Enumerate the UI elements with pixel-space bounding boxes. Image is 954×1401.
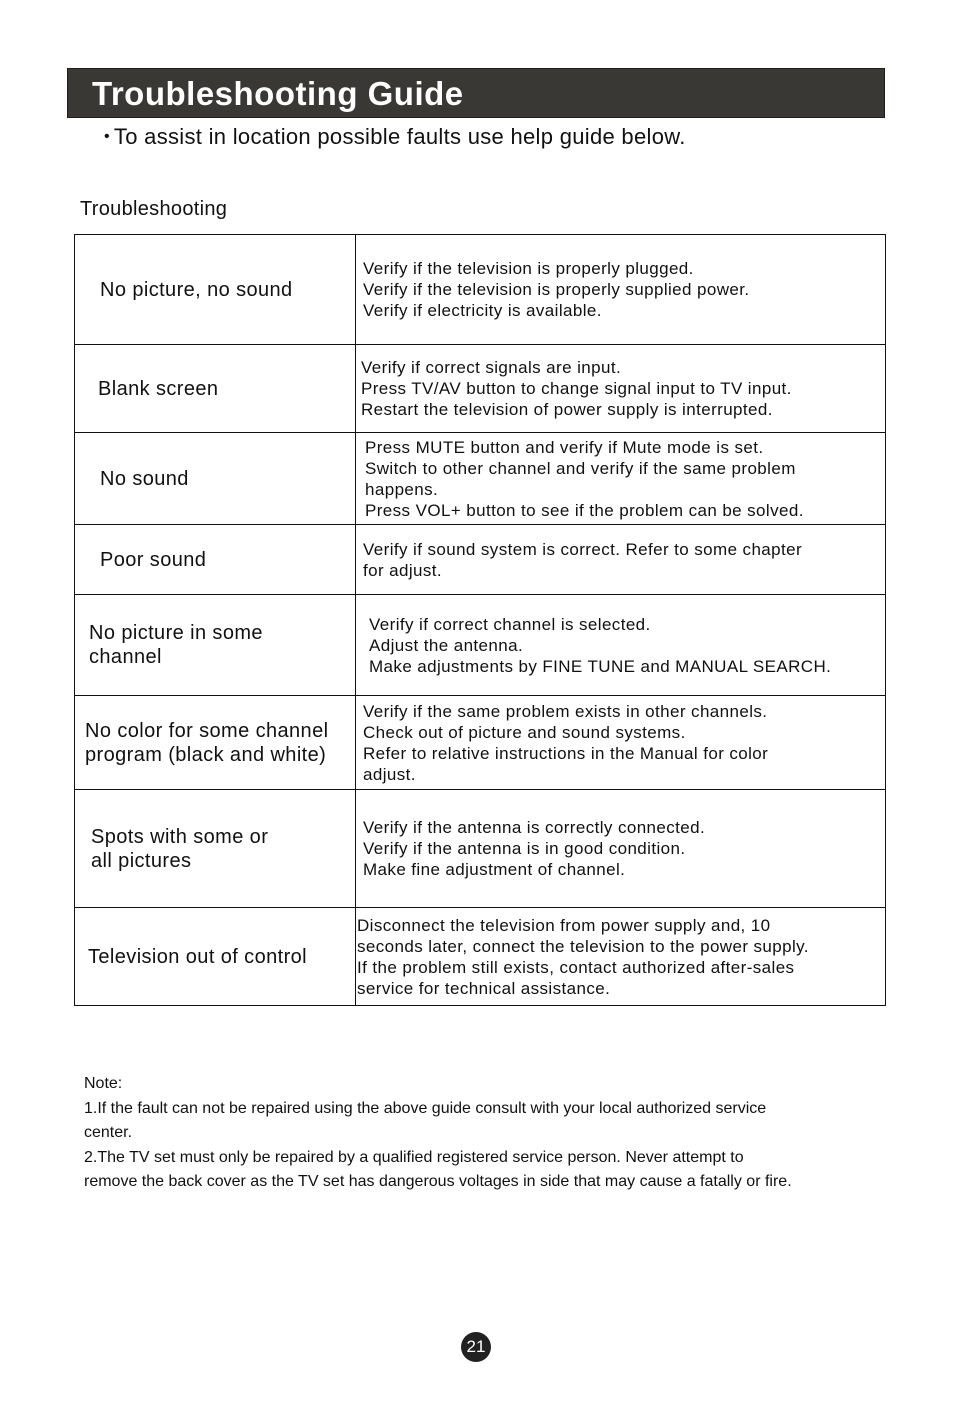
solution-text: Verify if the antenna is correctly connected.: [363, 818, 706, 837]
solution-cell: [356, 790, 885, 907]
section-label: Troubleshooting: [80, 198, 228, 220]
problem-text: No picture, no sound: [100, 278, 293, 301]
solution-text: Verify if the antenna is in good condition.: [363, 839, 686, 858]
intro-text: To assist in location possible faults use help guide below.: [113, 124, 686, 149]
page-title: Troubleshooting Guide: [92, 75, 464, 112]
solution-text: Verify if sound system is correct. Refer to some chapter: [363, 539, 803, 559]
problem-text: all pictures: [91, 849, 192, 872]
note-heading: Note:: [84, 1075, 123, 1092]
solution-text: Disconnect the television from power supply and, 10: [357, 915, 771, 935]
intro-line: [104, 124, 686, 150]
solution-text: Verify if the television is properly supplied power.: [363, 280, 750, 299]
solution-text: Press TV/AV button to change signal input to TV input.: [361, 379, 792, 398]
solution-text: for adjust.: [363, 560, 443, 580]
problem-cell: [75, 696, 356, 789]
bullet-icon: •: [104, 128, 110, 145]
solution-text: Press VOL+ button to see if the problem can be solved.: [365, 500, 804, 520]
note-line: 2.The TV set must only be repaired by a qualified registered service person. Never attempt to: [84, 1148, 744, 1166]
note-line: remove the back cover as the TV set has dangerous voltages in side that may cause a fatally or fire.: [84, 1173, 792, 1190]
solution-text: If the problem still exists, contact authorized after-sales: [357, 957, 795, 977]
problem-cell: [75, 235, 356, 344]
solution-text: Verify if the same problem exists in other channels.: [363, 701, 768, 721]
solution-text: Make fine adjustment of channel.: [363, 860, 626, 879]
table-row: [75, 524, 885, 594]
problem-text: channel: [89, 646, 162, 668]
table-row: [75, 594, 885, 695]
problem-text: Poor sound: [100, 548, 207, 571]
solution-text: Verify if the television is properly plugged.: [363, 259, 694, 278]
solution-text: adjust.: [363, 764, 416, 784]
problem-text: Spots with some or: [91, 825, 269, 848]
solution-cell: [356, 345, 885, 432]
problem-cell: [75, 790, 356, 907]
solution-text: happens.: [365, 479, 439, 499]
solution-cell: [356, 235, 885, 344]
solution-cell: [356, 908, 885, 1005]
solution-text: Make adjustments by FINE TUNE and MANUAL SEARCH.: [369, 656, 832, 676]
troubleshooting-table: [74, 234, 886, 1006]
table-row: [75, 235, 885, 344]
note-line: 1.If the fault can not be repaired using the above guide consult with your local authorized service: [84, 1099, 767, 1117]
problem-cell: [75, 345, 356, 432]
problem-cell: [75, 595, 356, 695]
solution-text: Check out of picture and sound systems.: [363, 722, 686, 742]
solution-text: Refer to relative instructions in the Manual for color: [363, 743, 769, 763]
solution-cell: [356, 525, 885, 594]
solution-text: seconds later, connect the television to the power supply.: [357, 936, 809, 956]
problem-cell: [75, 433, 356, 524]
table-row: [75, 344, 885, 432]
problem-cell: [75, 908, 356, 1005]
solution-text: Verify if electricity is available.: [363, 301, 602, 320]
solution-text: Adjust the antenna.: [369, 635, 524, 655]
solution-text: Press MUTE button and verify if Mute mode is set.: [365, 437, 764, 457]
problem-text: No picture in some: [89, 622, 263, 644]
solution-text: service for technical assistance.: [357, 978, 611, 998]
solution-text: Verify if correct channel is selected.: [369, 614, 651, 634]
problem-text: No sound: [100, 467, 189, 490]
table-row: [75, 907, 885, 1005]
solution-text: Switch to other channel and verify if the same problem: [365, 458, 796, 478]
table-row: [75, 432, 885, 524]
solution-cell: [356, 433, 885, 524]
problem-text: program (black and white): [85, 743, 327, 766]
title-bar: [67, 68, 885, 118]
note-line: center.: [84, 1124, 133, 1141]
solution-text: Restart the television of power supply is interrupted.: [361, 400, 773, 419]
page-number: 21: [461, 1332, 491, 1362]
problem-text: Television out of control: [88, 945, 308, 968]
problem-cell: [75, 525, 356, 594]
table-row: [75, 695, 885, 789]
solution-cell: [356, 696, 885, 789]
table-row: [75, 789, 885, 907]
problem-text: No color for some channel: [85, 719, 329, 742]
problem-text: Blank screen: [98, 377, 219, 400]
note-block: [84, 1072, 904, 1195]
solution-cell: [356, 595, 885, 695]
solution-text: Verify if correct signals are input.: [361, 358, 622, 377]
